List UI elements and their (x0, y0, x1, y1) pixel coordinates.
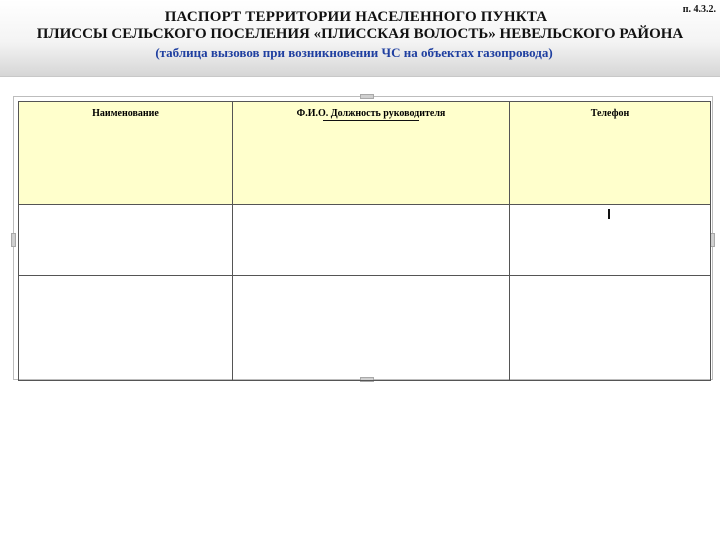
slide-header (0, 0, 720, 77)
title-line-1: ПАСПОРТ ТЕРРИТОРИИ НАСЕЛЕННОГО ПУНКТА (164, 9, 548, 25)
contacts-table (18, 101, 711, 381)
column-header-manager-label: Ф.И.О. Должность руководителя (296, 108, 446, 119)
header-underline (323, 120, 419, 121)
table-cell[interactable] (233, 276, 510, 381)
table-cell[interactable] (233, 205, 510, 276)
column-header-manager[interactable] (233, 102, 510, 205)
table-cell[interactable] (510, 276, 711, 381)
table-header-row (19, 102, 711, 205)
point-reference: п. 4.3.2. (682, 4, 716, 15)
table-cell-active[interactable] (510, 205, 711, 276)
text-cursor (608, 209, 610, 219)
table-selection-frame[interactable] (13, 96, 713, 380)
column-header-phone[interactable]: Телефон (510, 102, 711, 205)
column-header-name[interactable]: Наименование (19, 102, 233, 205)
table-cell[interactable] (19, 276, 233, 381)
table-row (19, 205, 711, 276)
resize-handle-left[interactable] (11, 233, 16, 247)
table-row (19, 276, 711, 381)
title-line-2: ПЛИССЫ СЕЛЬСКОГО ПОСЕЛЕНИЯ «ПЛИССКАЯ ВОЛОСТЬ» НЕВЕЛЬСКОГО РАЙОНА (36, 26, 684, 42)
table-cell[interactable] (19, 205, 233, 276)
resize-handle-top[interactable] (360, 94, 374, 99)
subtitle: (таблица вызовов при возникновении ЧС на объектах газопровода) (155, 45, 553, 60)
